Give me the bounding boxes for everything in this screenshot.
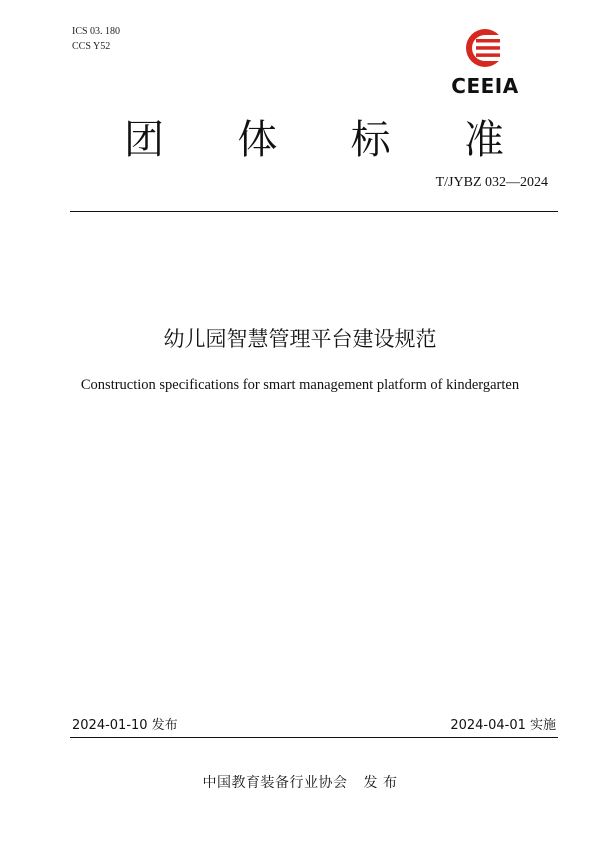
issue-date: 2024-01-10 发布 — [72, 718, 178, 733]
title-english: Construction specifications for smart management platform of kindergarten — [80, 377, 520, 393]
publish-label: 发 布 — [363, 775, 398, 791]
bottom-divider — [70, 737, 558, 738]
ics-code: ICS 03. 180 — [72, 26, 121, 37]
doc-type-char: 团 — [124, 117, 164, 163]
top-divider — [70, 211, 558, 212]
ccs-code: CCS Y52 — [72, 41, 111, 52]
publisher-line — [0, 772, 600, 792]
logo-text: CEEIA — [451, 74, 519, 98]
doc-type-char: 准 — [463, 117, 504, 163]
document-type-heading — [124, 112, 504, 168]
title-chinese: 幼儿园智慧管理平台建设规范 — [163, 327, 437, 351]
publisher-name: 中国教育装备行业协会 — [202, 775, 348, 791]
doc-type-char: 标 — [350, 117, 391, 163]
doc-type-char: 体 — [237, 117, 278, 163]
implementation-date: 2024-04-01 实施 — [450, 718, 556, 733]
standard-number: T/JYBZ 032—2024 — [435, 175, 548, 190]
